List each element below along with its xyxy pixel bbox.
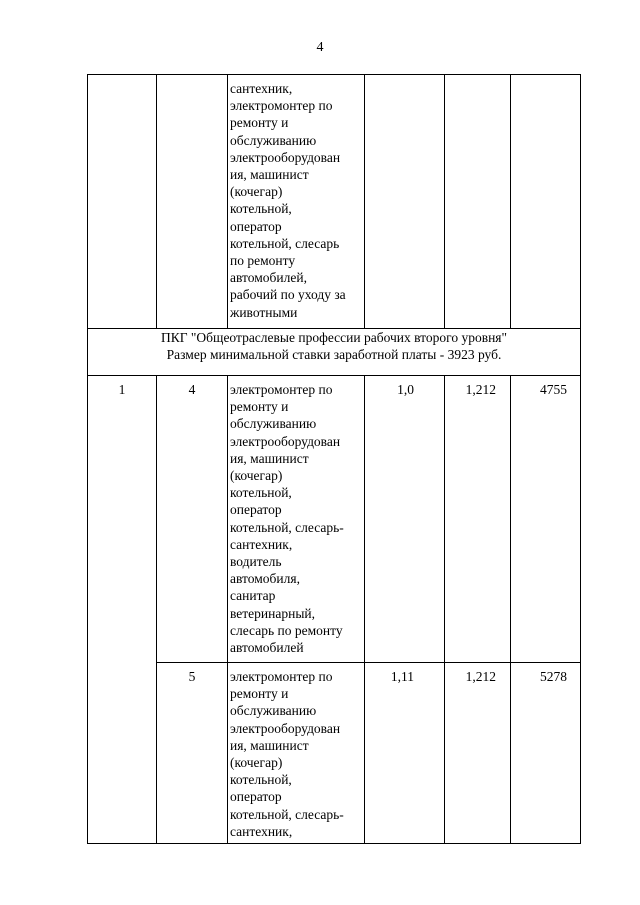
group-header-cell <box>88 329 581 376</box>
cell-rate <box>511 376 581 663</box>
cell-ratio <box>445 663 511 844</box>
qualification-level: 4 <box>188 382 196 397</box>
cell-empty <box>511 75 581 329</box>
ratio-value: 1,212 <box>465 382 496 397</box>
profession-text: сантехник, электромонтер по ремонту и обслуживанию электрооборудован ия, машинист (кочегар) котельной, оператор котельной, слесарь по ремонту автомобилей, рабочий по уходу за животными <box>230 81 346 320</box>
rate-value: 5278 <box>540 669 567 684</box>
cell-profession <box>228 376 365 663</box>
table-row <box>88 663 581 844</box>
table-row-continuation <box>88 75 581 329</box>
page-number: 4 <box>316 40 324 55</box>
level-number: 1 <box>118 382 126 397</box>
cell-coefficient <box>365 376 445 663</box>
ratio-value: 1,212 <box>465 669 496 684</box>
cell-empty <box>365 75 445 329</box>
coefficient-value: 1,0 <box>397 382 414 397</box>
salary-table <box>87 74 581 844</box>
cell-ratio <box>445 376 511 663</box>
cell-rate <box>511 663 581 844</box>
group-title: ПКГ "Общеотраслевые профессии рабочих второго уровня" <box>160 330 508 345</box>
cell-level-number <box>88 376 157 844</box>
profession-text: электромонтер по ремонту и обслуживанию электрооборудован ия, машинист (кочегар) котельной, оператор котельной, слесарь- сантехник, водитель автомобиля, санитар ветеринарный, слесарь по ремонту автомобилей <box>230 382 344 656</box>
table-row-group-header <box>88 329 581 376</box>
cell-profession <box>228 75 365 329</box>
cell-empty <box>157 75 228 329</box>
cell-qualification <box>157 376 228 663</box>
cell-empty <box>88 75 157 329</box>
profession-text: электромонтер по ремонту и обслуживанию электрооборудован ия, машинист (кочегар) котельной, оператор котельной, слесарь- сантехник, <box>230 669 344 839</box>
qualification-level: 5 <box>188 669 196 684</box>
cell-profession <box>228 663 365 844</box>
cell-qualification <box>157 663 228 844</box>
cell-coefficient <box>365 663 445 844</box>
rate-value: 4755 <box>540 382 567 397</box>
group-min-rate: Размер минимальной ставки заработной платы - 3923 руб. <box>166 347 502 363</box>
table-row <box>88 376 581 663</box>
cell-empty <box>445 75 511 329</box>
coefficient-value: 1,11 <box>390 669 414 684</box>
